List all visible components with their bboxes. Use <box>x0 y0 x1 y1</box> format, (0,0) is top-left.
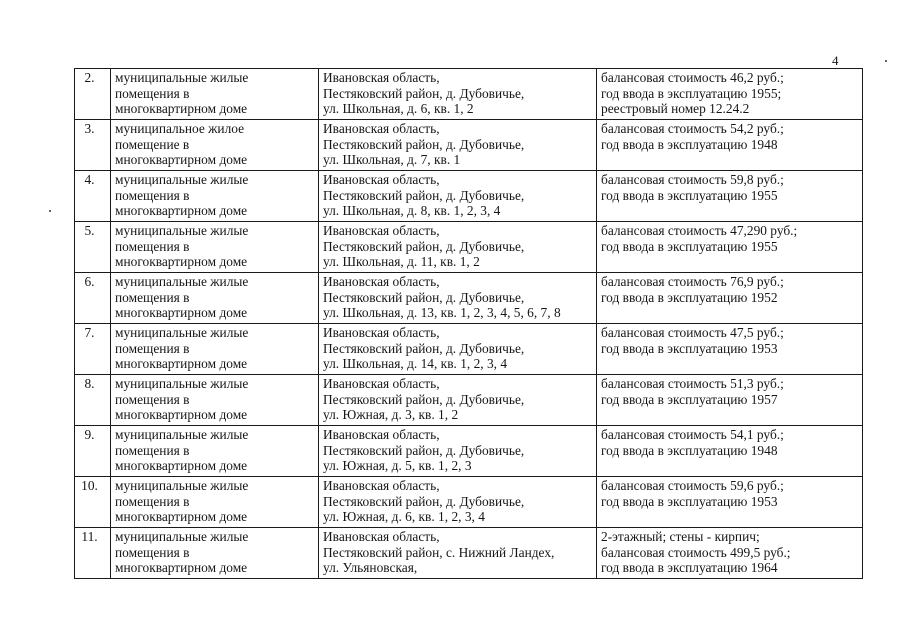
property-address: Ивановская область, Пестяковский район, д. Дубовичье, ул. Школьная, д. 14, кв. 1, 2, 3, 4 <box>319 324 597 375</box>
property-details: балансовая стоимость 47,290 руб.; год ввода в эксплуатацию 1955 <box>597 222 863 273</box>
property-details: балансовая стоимость 47,5 руб.; год ввода в эксплуатацию 1953 <box>597 324 863 375</box>
property-address: Ивановская область, Пестяковский район, д. Дубовичье, ул. Южная, д. 5, кв. 1, 2, 3 <box>319 426 597 477</box>
row-number: 7. <box>75 324 111 375</box>
table-row <box>75 477 863 528</box>
property-type: муниципальное жилое помещение в многоквартирном доме <box>111 120 319 171</box>
table-row <box>75 426 863 477</box>
property-address: Ивановская область, Пестяковский район, д. Дубовичье, ул. Школьная, д. 11, кв. 1, 2 <box>319 222 597 273</box>
table-row <box>75 528 863 579</box>
property-type: муниципальные жилые помещения в многоквартирном доме <box>111 477 319 528</box>
property-details: балансовая стоимость 59,8 руб.; год ввода в эксплуатацию 1955 <box>597 171 863 222</box>
row-number: 9. <box>75 426 111 477</box>
property-address: Ивановская область, Пестяковский район, с. Нижний Ландех, ул. Ульяновская, <box>319 528 597 579</box>
table-row <box>75 120 863 171</box>
table-row <box>75 222 863 273</box>
scan-speck <box>49 210 51 212</box>
scan-speck <box>885 60 887 62</box>
property-address: Ивановская область, Пестяковский район, д. Дубовичье, ул. Южная, д. 6, кв. 1, 2, 3, 4 <box>319 477 597 528</box>
row-number: 6. <box>75 273 111 324</box>
row-number: 10. <box>75 477 111 528</box>
property-address: Ивановская область, Пестяковский район, д. Дубовичье, ул. Школьная, д. 8, кв. 1, 2, 3, 4 <box>319 171 597 222</box>
property-details: балансовая стоимость 59,6 руб.; год ввода в эксплуатацию 1953 <box>597 477 863 528</box>
table-row <box>75 171 863 222</box>
property-type: муниципальные жилые помещения в многоквартирном доме <box>111 171 319 222</box>
property-type: муниципальные жилые помещения в многоквартирном доме <box>111 273 319 324</box>
row-number: 11. <box>75 528 111 579</box>
property-type: муниципальные жилые помещения в многоквартирном доме <box>111 324 319 375</box>
property-details: 2-этажный; стены - кирпич; балансовая стоимость 499,5 руб.; год ввода в эксплуатацию 1964 <box>597 528 863 579</box>
row-number: 4. <box>75 171 111 222</box>
property-details: балансовая стоимость 51,3 руб.; год ввода в эксплуатацию 1957 <box>597 375 863 426</box>
page-number: 4 <box>832 53 839 68</box>
table-row <box>75 324 863 375</box>
table-row <box>75 375 863 426</box>
property-registry-table <box>74 68 863 579</box>
property-address: Ивановская область, Пестяковский район, д. Дубовичье, ул. Школьная, д. 6, кв. 1, 2 <box>319 69 597 120</box>
row-number: 5. <box>75 222 111 273</box>
property-type: муниципальные жилые помещения в многоквартирном доме <box>111 222 319 273</box>
property-type: муниципальные жилые помещения в многоквартирном доме <box>111 426 319 477</box>
property-details: балансовая стоимость 46,2 руб.; год ввода в эксплуатацию 1955; реестровый номер 12.24.2 <box>597 69 863 120</box>
property-address: Ивановская область, Пестяковский район, д. Дубовичье, ул. Школьная, д. 13, кв. 1, 2, 3, 4, 5, 6, 7, 8 <box>319 273 597 324</box>
property-address: Ивановская область, Пестяковский район, д. Дубовичье, ул. Южная, д. 3, кв. 1, 2 <box>319 375 597 426</box>
table-row <box>75 273 863 324</box>
row-number: 3. <box>75 120 111 171</box>
property-details: балансовая стоимость 76,9 руб.; год ввода в эксплуатацию 1952 <box>597 273 863 324</box>
property-address: Ивановская область, Пестяковский район, д. Дубовичье, ул. Школьная, д. 7, кв. 1 <box>319 120 597 171</box>
property-details: балансовая стоимость 54,1 руб.; год ввода в эксплуатацию 1948 <box>597 426 863 477</box>
row-number: 8. <box>75 375 111 426</box>
property-type: муниципальные жилые помещения в многоквартирном доме <box>111 528 319 579</box>
property-type: муниципальные жилые помещения в многоквартирном доме <box>111 375 319 426</box>
table-row <box>75 69 863 120</box>
property-details: балансовая стоимость 54,2 руб.; год ввода в эксплуатацию 1948 <box>597 120 863 171</box>
row-number: 2. <box>75 69 111 120</box>
property-type: муниципальные жилые помещения в многоквартирном доме <box>111 69 319 120</box>
